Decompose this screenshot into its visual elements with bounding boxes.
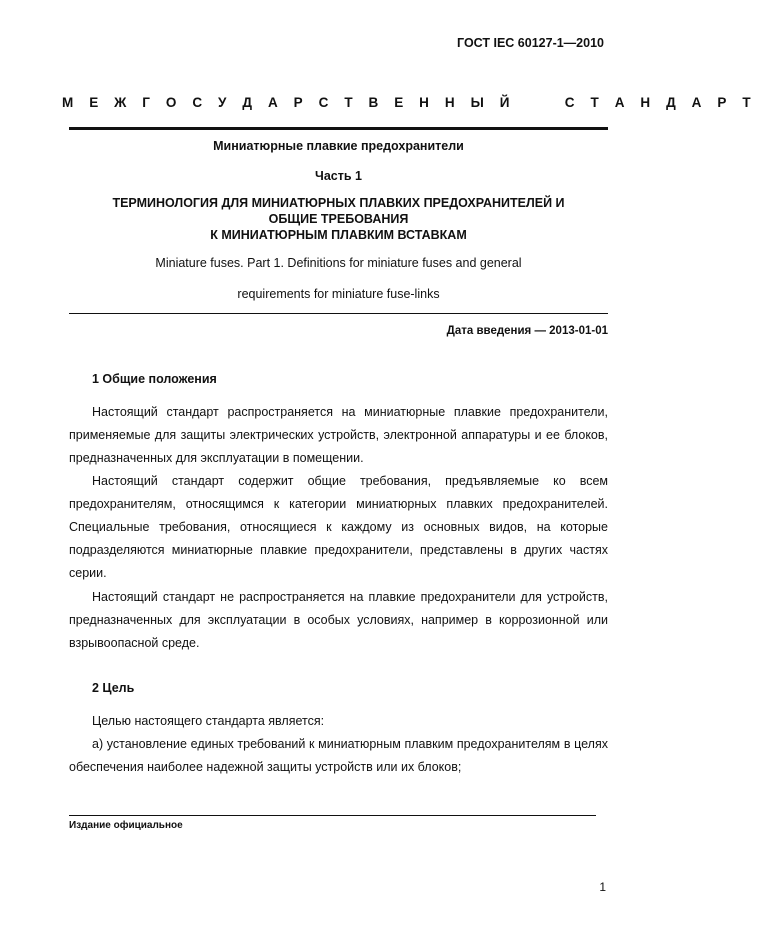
main-title-line-3: К МИНИАТЮРНЫМ ПЛАВКИМ ВСТАВКАМ bbox=[210, 228, 467, 242]
interstate-standard-label: М Е Ж Г О С У Д А Р С Т В Е Н Н Ы Й С Т А Н Д А Р Т bbox=[62, 95, 757, 110]
footer-divider bbox=[69, 815, 596, 816]
section-1-paragraph-1: Настоящий стандарт распространяется на миниатюрные плавкие предохранители, применяемые для защиты электрических устройств, электронной аппаратуры и ее блоков, предназначенных для эксплуатации в помещении. bbox=[69, 405, 608, 465]
page-number: 1 bbox=[599, 880, 606, 894]
title-divider-thin bbox=[69, 313, 608, 314]
english-title-line-2: requirements for miniature fuse-links bbox=[237, 287, 440, 301]
standard-designation: ГОСТ IEC 60127-1—2010 bbox=[457, 36, 604, 50]
edition-label: Издание официальное bbox=[69, 820, 183, 831]
english-title-line-1: Miniature fuses. Part 1. Definitions for miniature fuses and general bbox=[155, 256, 522, 270]
introduction-date: Дата введения — 2013-01-01 bbox=[446, 325, 608, 337]
main-title bbox=[69, 195, 608, 243]
title-divider-thick bbox=[69, 127, 608, 130]
part-title: Часть 1 bbox=[315, 169, 362, 183]
general-title: Миниатюрные плавкие предохранители bbox=[213, 139, 464, 153]
section-2-heading: 2 Цель bbox=[92, 681, 135, 695]
section-2-paragraph-1: Целью настоящего стандарта является: bbox=[92, 714, 325, 728]
main-title-line-2: ОБЩИЕ ТРЕБОВАНИЯ bbox=[268, 212, 409, 226]
section-1-paragraph-2: Настоящий стандарт содержит общие требования, предъявляемые ко всем предохранителям, относящимся к категории миниатюрных плавких предохранителей. Специальные требования, относящиеся к каждому из основных видов, на которые подразделяются миниатюрные плавкие предохранители, представлены в других частях серии. bbox=[69, 474, 608, 580]
section-1-paragraph-3: Настоящий стандарт не распространяется на плавкие предохранители для устройств, предназначенных для эксплуатации в особых условиях, например в коррозионной или взрывоопасной среде. bbox=[69, 590, 608, 650]
section-2-paragraph-2: а) установление единых требований к миниатюрным плавким предохранителям в целях обеспечения наиболее надежной защиты устройств или их блоков; bbox=[69, 737, 608, 774]
main-title-line-1: ТЕРМИНОЛОГИЯ ДЛЯ МИНИАТЮРНЫХ ПЛАВКИХ ПРЕДОХРАНИТЕЛЕЙ И bbox=[112, 196, 565, 210]
section-1-heading: 1 Общие положения bbox=[92, 372, 217, 386]
